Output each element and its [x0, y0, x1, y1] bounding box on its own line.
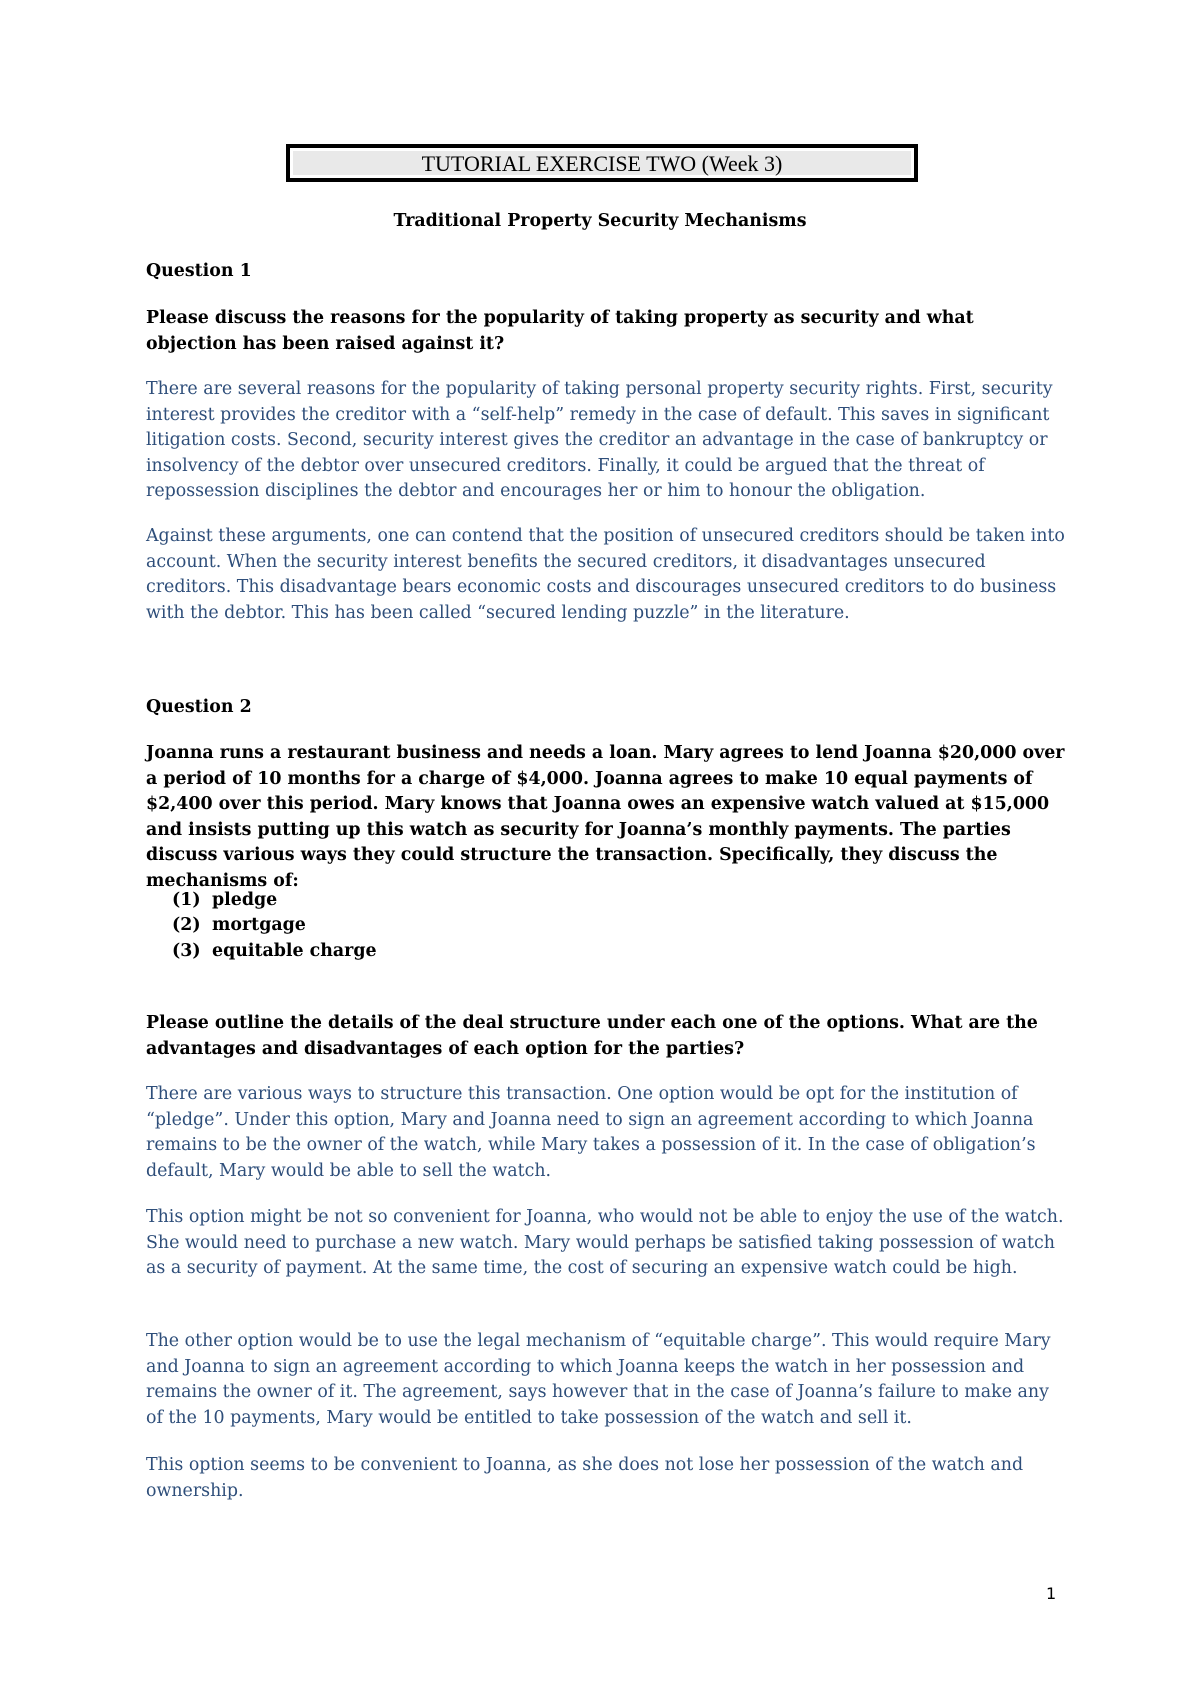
page-number: 1	[1046, 1584, 1057, 1603]
list-item	[172, 888, 772, 913]
mechanism-list	[172, 888, 772, 964]
list-item-label: mortgage	[212, 915, 306, 936]
document-subtitle: Traditional Property Security Mechanisms	[393, 211, 807, 231]
title-box	[286, 144, 918, 182]
question-2-answer-paragraph-1: There are various ways to structure this transaction. One option would be opt for the institution of “pledge”. Under this option, Mary and Joanna need to sign an agreement according to which Joanna remains to be the owner of the watch, while Mary takes a possession of it. In the case of obligation’s default, Mary would be able to sell the watch.	[146, 1084, 1036, 1181]
list-item-label: pledge	[212, 890, 278, 910]
document-title: TUTORIAL EXERCISE TWO (Week 3)	[293, 151, 911, 175]
question-2-answer-paragraph-4: This option seems to be convenient to Joanna, as she does not lose her possession of the watch and ownership.	[146, 1455, 1024, 1501]
question-1-answer-paragraph-2: Against these arguments, one can contend that the position of unsecured creditors should be taken into account. When the security interest benefits the secured creditors, it disadvantages unsecured creditors. This disadvantage bears economic costs and discourages unsecured creditors to do business with the debtor. This has been called “secured lending puzzle” in the literature.	[146, 526, 1065, 623]
question-2-scenario: Joanna runs a restaurant business and needs a loan. Mary agrees to lend Joanna $20,000 over a period of 10 months for a charge of $4,000. Joanna agrees to make 10 equal payments of $2,400 over this period. Mary knows that Joanna owes an expensive watch valued at $15,000 and insists putting up this watch as security for Joanna’s monthly payments. The parties discuss various ways they could structure the transaction. Specifically, they discuss the mechanisms of:	[146, 743, 1065, 891]
question-2-answer-paragraph-3: The other option would be to use the legal mechanism of “equitable charge”. This would require Mary and Joanna to sign an agreement according to which Joanna keeps the watch in her possession and remains the owner of it. The agreement, says however that in the case of Joanna’s failure to make any of the 10 payments, Mary would be entitled to take possession of the watch and sell it.	[146, 1331, 1051, 1428]
question-2-prompt: Please outline the details of the deal structure under each one of the options. What are the advantages and disadvantages of each option for the parties?	[146, 1013, 1038, 1059]
question-1-answer-paragraph-1: There are several reasons for the popularity of taking personal property security rights. First, security interest provides the creditor with a “self-help” remedy in the case of default. This saves in significant litigation costs. Second, security interest gives the creditor an advantage in the case of bankruptcy or insolvency of the debtor over unsecured creditors. Finally, it could be argued that the threat of repossession disciplines the debtor and encourages her or him to honour the obligation.	[146, 379, 1053, 502]
list-item-label: equitable charge	[212, 940, 377, 961]
list-item	[172, 913, 772, 938]
list-item	[172, 939, 772, 964]
question-2-answer-paragraph-2: This option might be not so convenient for Joanna, who would not be able to enjoy the use of the watch. She would need to purchase a new watch. Mary would perhaps be satisfied taking possession of watch as a security of payment. At the same time, the cost of securing an expensive watch could be high.	[146, 1207, 1064, 1279]
question-2-heading: Question 2	[146, 697, 252, 717]
list-item-number: (1)	[172, 890, 201, 910]
list-item-number: (2)	[172, 915, 201, 936]
question-1-prompt: Please discuss the reasons for the popularity of taking property as security and what objection has been raised against it?	[146, 308, 974, 354]
question-1-heading: Question 1	[146, 261, 252, 281]
list-item-number: (3)	[172, 940, 201, 961]
